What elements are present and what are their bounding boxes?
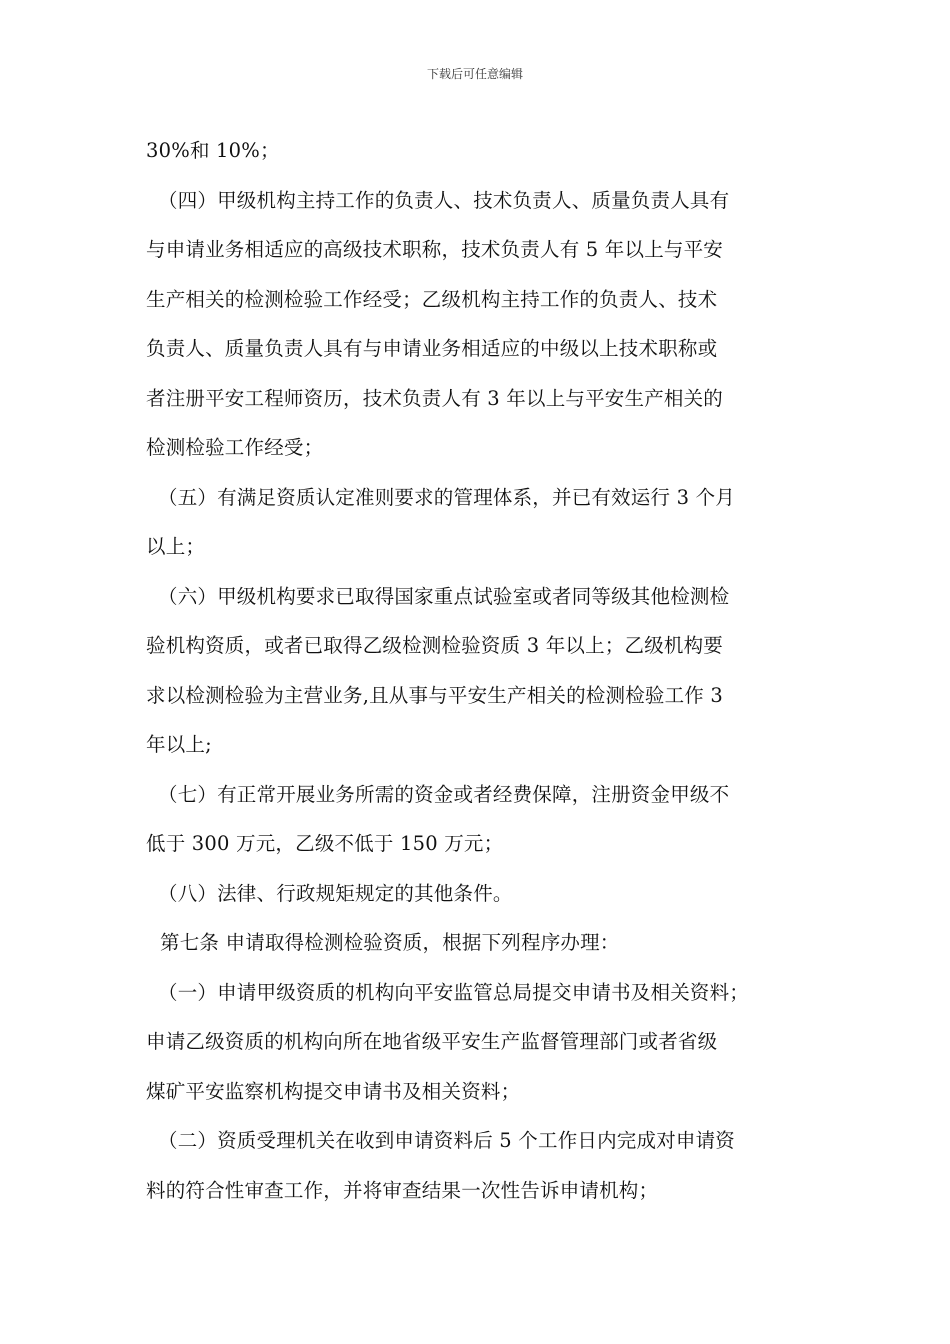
text-line: （一）申请甲级资质的机构向平安监管总局提交申请书及相关资料； [158,980,750,1004]
text-line: 生产相关的检测检验工作经受；乙级机构主持工作的负责人、技术 [146,287,718,311]
text-line: （八）法律、行政规矩规定的其他条件。 [158,881,513,905]
text-line: 者注册平安工程师资历，技术负责人有 3 年以上与平安生产相关的 [146,386,724,410]
text-line: （四）甲级机构主持工作的负责人、技术负责人、质量负责人具有 [158,188,730,212]
text-line: 验机构资质，或者已取得乙级检测检验资质 3 年以上；乙级机构要 [146,634,724,657]
text-line: 低于 300 万元，乙级不低于 150 万元； [146,832,504,855]
text-line: （五）有满足资质认定准则要求的管理体系，并已有效运行 3 个月 [158,485,736,509]
text-line: 求以检测检验为主营业务,且从事与平安生产相关的检测检验工作 3 [146,683,724,707]
article-heading: 第七条 申请取得检测检验资质，根据下列程序办理： [160,931,620,954]
text-line: （七）有正常开展业务所需的资金或者经费保障，注册资金甲级不 [158,782,730,806]
text-line: （六）甲级机构要求已取得国家重点试验室或者同等级其他检测检 [158,584,730,608]
text-line: 以上； [146,535,206,558]
text-line: 煤矿平安监察机构提交申请书及相关资料； [146,1079,521,1103]
document-body [146,126,810,1215]
text-line: 负责人、质量负责人具有与申请业务相适应的中级以上技术职称或 [146,337,718,360]
text-line: 申请乙级资质的机构向所在地省级平安生产监督管理部门或者省级 [146,1030,718,1053]
text-line: 料的符合性审查工作，并将审查结果一次性告诉申请机构； [146,1178,659,1202]
text-line: 30%和 10%； [146,139,280,162]
text-line: 年以上; [146,733,212,756]
text-line: 与申请业务相适应的高级技术职称，技术负责人有 5 年以上与平安 [146,238,724,261]
text-line: 检测检验工作经受； [146,436,324,459]
page-header: 下载后可任意编辑 [426,67,523,81]
text-line: （二）资质受理机关在收到申请资料后 5 个工作日内完成对申请资 [158,1129,736,1152]
